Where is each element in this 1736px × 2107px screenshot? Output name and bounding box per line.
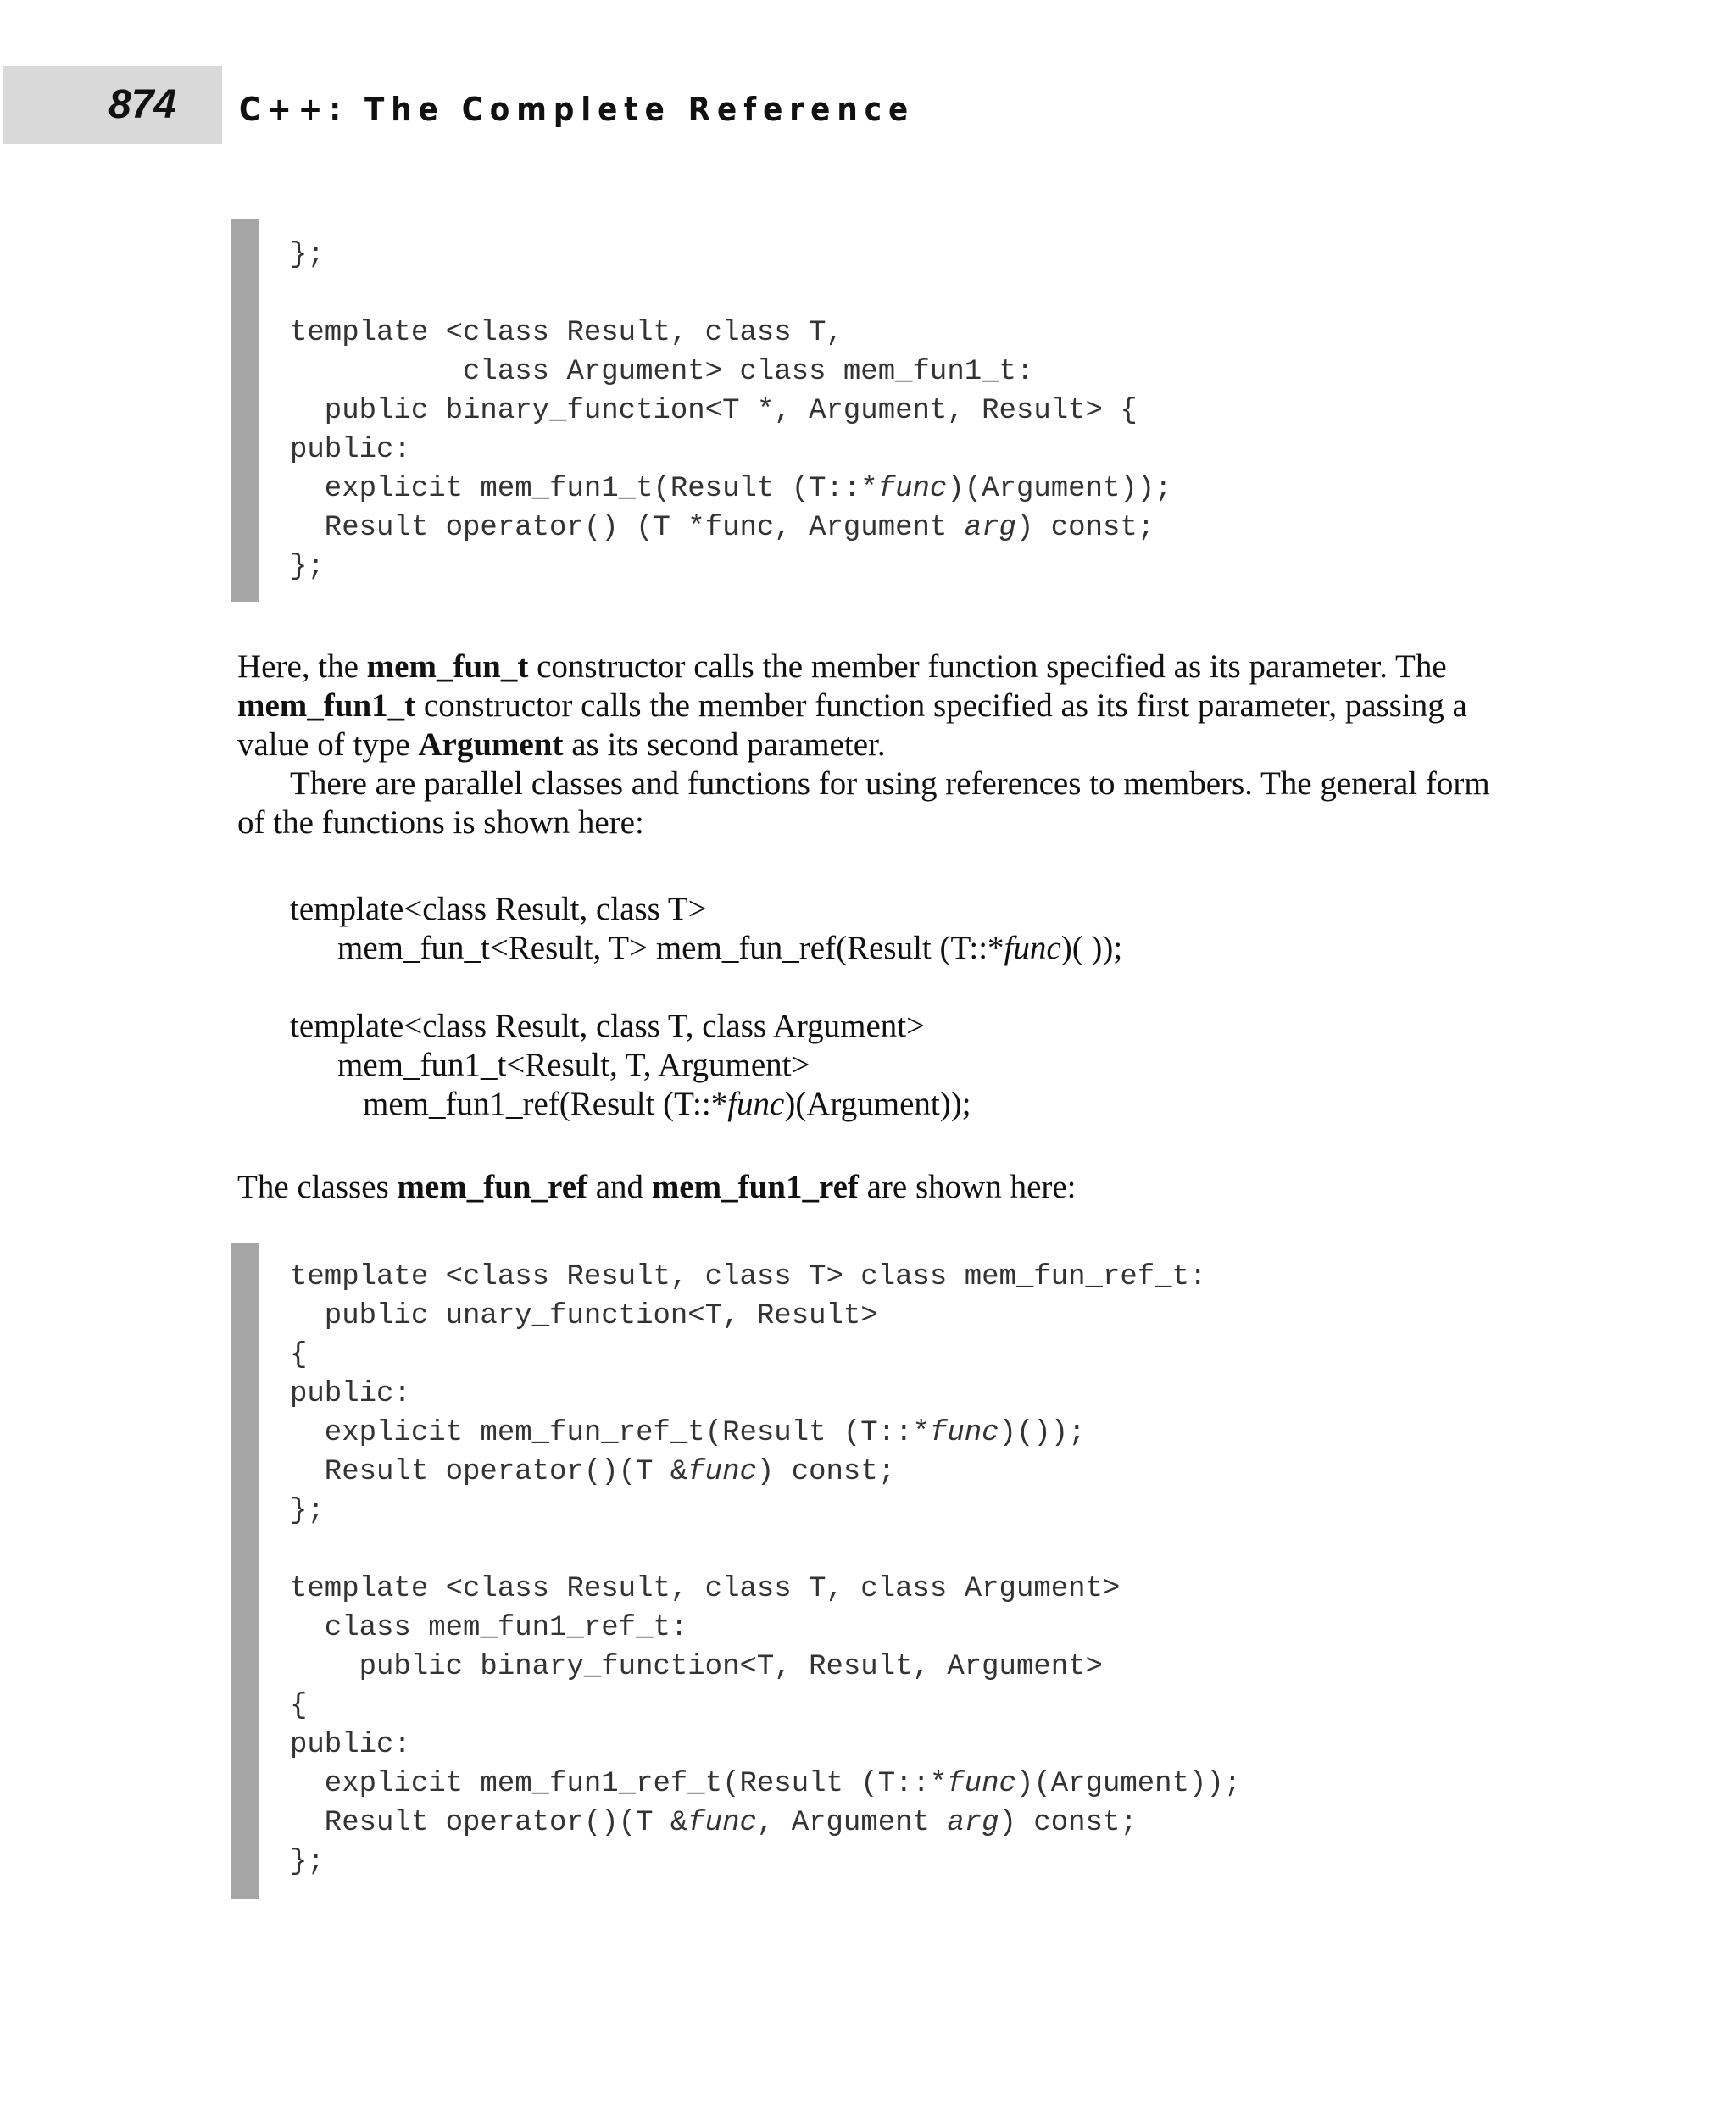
code-line: }; (290, 239, 325, 271)
paragraph-2: There are parallel classes and functions for using references to members. The general form of the functions is shown here: (237, 765, 1490, 841)
body-text-2 (237, 1168, 1509, 1207)
signature-line: template<class Result, class T, class Argument> (290, 1008, 926, 1044)
code-line: Result operator() (T *func, Argument arg) const; (290, 512, 1155, 544)
code-lines (290, 236, 1172, 587)
code-line: public binary_function<T, Result, Argument> (290, 1651, 1103, 1683)
code-line: explicit mem_fun1_t(Result (T::*func)(Argument)); (290, 473, 1172, 505)
signature-line: mem_fun_t<Result, T> mem_fun_ref(Result (T::*func)( )); (337, 930, 1123, 966)
signature-line: template<class Result, class T> (290, 891, 707, 927)
code-line: explicit mem_fun_ref_t(Result (T::*func)()); (290, 1417, 1086, 1449)
code-line: { (290, 1339, 308, 1371)
code-line: class Argument> class mem_fun1_t: (290, 356, 1034, 388)
signature-1 (290, 890, 1122, 968)
code-line: public binary_function<T *, Argument, Result> { (290, 395, 1138, 427)
code-line: }; (290, 1846, 325, 1878)
term-mem-fun1-t: mem_fun1_t (237, 687, 416, 724)
code-line: public unary_function<T, Result> (290, 1300, 878, 1332)
code-line: { (290, 1690, 308, 1722)
code-line (290, 275, 1172, 314)
term-mem-fun-ref: mem_fun_ref (397, 1169, 587, 1205)
code-line: public: (290, 434, 411, 466)
code-line: template <class Result, class T, class Argument> (290, 1573, 1121, 1605)
code-line: explicit mem_fun1_ref_t(Result (T::*func)(Argument)); (290, 1768, 1242, 1800)
code-line (290, 1531, 1241, 1570)
paragraph-3: The classes mem_fun_ref and mem_fun1_ref are shown here: (237, 1169, 1077, 1205)
code-line: public: (290, 1729, 411, 1761)
signature-line: mem_fun1_t<Result, T, Argument> (337, 1047, 810, 1083)
code-block-1 (231, 219, 1502, 602)
code-line: }; (290, 1495, 325, 1527)
code-block-bar (231, 1243, 259, 1899)
code-line: class mem_fun1_ref_t: (290, 1612, 688, 1644)
paragraph-1: Here, the mem_fun_t constructor calls the member function specified as its parameter. The mem_fun1_t constructor calls the member function specified as its first parameter, passing a value of type Argument as its second parameter. (237, 648, 1467, 763)
code-block-bar (231, 219, 259, 602)
code-block-2 (231, 1243, 1502, 1899)
code-line: }; (290, 551, 325, 583)
running-title: C++: The Complete Reference (239, 91, 915, 128)
term-argument: Argument (418, 726, 564, 763)
body-text-1 (237, 648, 1509, 842)
code-line: template <class Result, class T> class mem_fun_ref_t: (290, 1261, 1207, 1293)
term-mem-fun-t: mem_fun_t (366, 648, 529, 685)
term-mem-fun1-ref: mem_fun1_ref (651, 1169, 859, 1205)
page-number: 874 (108, 82, 177, 127)
signature-2 (290, 1007, 971, 1124)
code-line: template <class Result, class T, (290, 317, 843, 349)
signature-line: mem_fun1_ref(Result (T::*func)(Argument)); (363, 1086, 971, 1122)
code-line: Result operator()(T &func, Argument arg) const; (290, 1807, 1138, 1839)
code-line: Result operator()(T &func) const; (290, 1456, 896, 1488)
code-line: public: (290, 1378, 411, 1410)
code-lines (290, 1258, 1241, 1882)
